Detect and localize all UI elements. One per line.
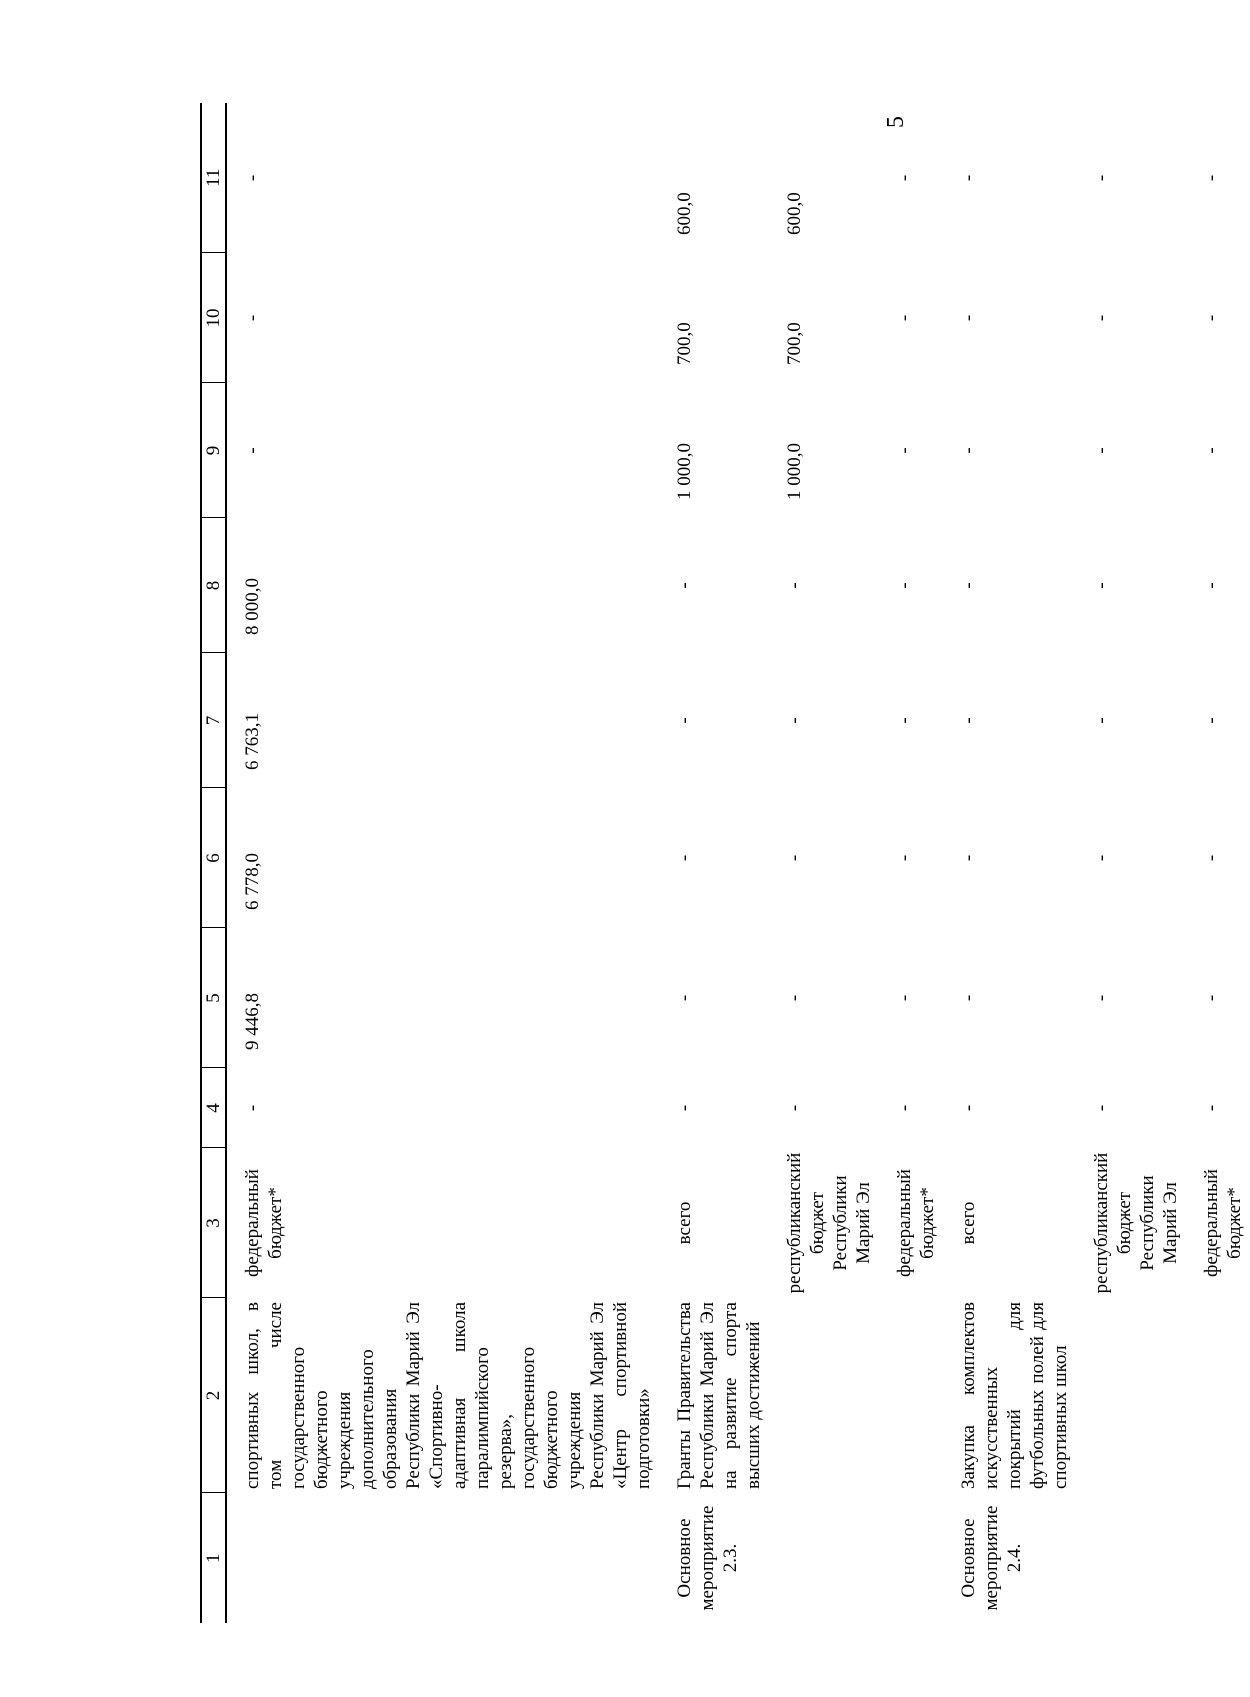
header-cell: 4: [201, 1068, 226, 1148]
value-cell: -: [958, 447, 979, 454]
value-cell: -: [1091, 717, 1112, 724]
header-cell: 10: [201, 253, 226, 383]
table-row: [879, 103, 943, 1623]
source-cell: республиканский бюджет Республики Марий Эл: [784, 1152, 874, 1294]
header-cell: 7: [201, 653, 226, 788]
value-cell: -: [958, 717, 979, 724]
description-cell: Закупка комплектов искусственных покрытий для футбольных полей для спортивных школ: [958, 1302, 1071, 1489]
description-cell: [1186, 1298, 1250, 1493]
value-cell: -: [958, 582, 979, 589]
activity-cell: [226, 1493, 659, 1623]
value-cell: -: [674, 1104, 695, 1112]
value-cell: -: [784, 717, 805, 724]
value-cell: -: [242, 1104, 263, 1112]
header-cell: 3: [201, 1148, 226, 1298]
header-cell: 1: [201, 1493, 226, 1623]
value-cell: -: [958, 994, 979, 1002]
description-cell: Гранты Правительства Республики Марий Эл на развитие спорта высших достижений: [674, 1302, 764, 1489]
value-cell: 6 763,1: [242, 713, 263, 770]
activity-cell: [769, 1493, 879, 1623]
header-cell: 6: [201, 788, 226, 928]
value-cell: -: [1201, 314, 1222, 322]
value-cell: -: [242, 314, 263, 322]
activity-cell: [879, 1493, 943, 1623]
value-cell: -: [1091, 994, 1112, 1002]
value-cell: -: [958, 174, 979, 182]
activity-cell: [1076, 1493, 1186, 1623]
value-cell: -: [958, 314, 979, 322]
table-row: [659, 103, 769, 1623]
table-row: [1076, 103, 1186, 1623]
value-cell: 600,0: [784, 192, 805, 235]
value-cell: 8 000,0: [242, 578, 263, 635]
source-cell: всего: [674, 1201, 695, 1245]
value-cell: -: [674, 717, 695, 724]
table-row: [1186, 103, 1250, 1623]
source-cell: республиканский бюджет Республики Марий Эл: [1091, 1152, 1181, 1294]
source-cell: федеральный бюджет*: [1201, 1169, 1245, 1277]
value-cell: -: [674, 582, 695, 589]
value-cell: -: [784, 994, 805, 1002]
header-cell: 5: [201, 928, 226, 1068]
value-cell: -: [894, 447, 915, 454]
activity-cell: Основное мероприятие 2.3.: [674, 1505, 741, 1611]
value-cell: -: [242, 447, 263, 454]
value-cell: -: [894, 174, 915, 182]
table-row: [769, 103, 879, 1623]
value-cell: -: [1091, 854, 1112, 862]
header-cell: 8: [201, 518, 226, 653]
value-cell: -: [1091, 174, 1112, 182]
funding-table: [200, 103, 1250, 1623]
value-cell: 6 778,0: [242, 853, 263, 910]
source-cell: федеральный бюджет*: [242, 1169, 286, 1277]
value-cell: 700,0: [784, 322, 805, 365]
activity-cell: [1186, 1493, 1250, 1623]
value-cell: -: [958, 1104, 979, 1112]
value-cell: -: [1091, 1104, 1112, 1112]
value-cell: -: [784, 582, 805, 589]
value-cell: -: [1201, 717, 1222, 724]
activity-cell: Основное мероприятие 2.4.: [958, 1505, 1025, 1611]
value-cell: -: [1201, 174, 1222, 182]
column-number-header: [201, 103, 226, 1623]
value-cell: 1 000,0: [784, 443, 805, 500]
description-cell: [1076, 1298, 1186, 1493]
description-cell: спортивных школ, в том числе государственного бюджетного учреждения дополнительного образования Республики Марий Эл «Спортивно-адаптивная школа паралимпийского резерва», государственного бюджетного учреждения Республики Марий Эл «Центр спортивной подготовки»: [242, 1302, 654, 1489]
source-cell: федеральный бюджет*: [894, 1169, 938, 1277]
value-cell: -: [894, 314, 915, 322]
header-cell: 2: [201, 1298, 226, 1493]
value-cell: -: [1201, 582, 1222, 589]
value-cell: -: [958, 854, 979, 862]
rotated-table-page: [200, 103, 1245, 1623]
page-number: 5: [883, 116, 909, 128]
table-row: [226, 103, 659, 1623]
value-cell: -: [1201, 854, 1222, 862]
value-cell: -: [784, 1104, 805, 1112]
value-cell: -: [674, 854, 695, 862]
value-cell: -: [1201, 1104, 1222, 1112]
source-cell: всего: [958, 1201, 979, 1245]
value-cell: -: [894, 1104, 915, 1112]
value-cell: -: [1091, 582, 1112, 589]
description-cell: [769, 1298, 879, 1493]
value-cell: -: [894, 717, 915, 724]
header-cell: 9: [201, 383, 226, 518]
value-cell: -: [1201, 994, 1222, 1002]
value-cell: 600,0: [674, 192, 695, 235]
description-cell: [879, 1298, 943, 1493]
value-cell: 700,0: [674, 322, 695, 365]
value-cell: -: [1091, 314, 1112, 322]
value-cell: 1 000,0: [674, 443, 695, 500]
value-cell: -: [1201, 447, 1222, 454]
header-cell: 11: [201, 103, 226, 253]
value-cell: 9 446,8: [242, 993, 263, 1050]
value-cell: -: [894, 994, 915, 1002]
table-row: [943, 103, 1076, 1623]
value-cell: -: [674, 994, 695, 1002]
value-cell: -: [784, 854, 805, 862]
value-cell: -: [894, 582, 915, 589]
value-cell: -: [242, 174, 263, 182]
value-cell: -: [1091, 447, 1112, 454]
value-cell: -: [894, 854, 915, 862]
